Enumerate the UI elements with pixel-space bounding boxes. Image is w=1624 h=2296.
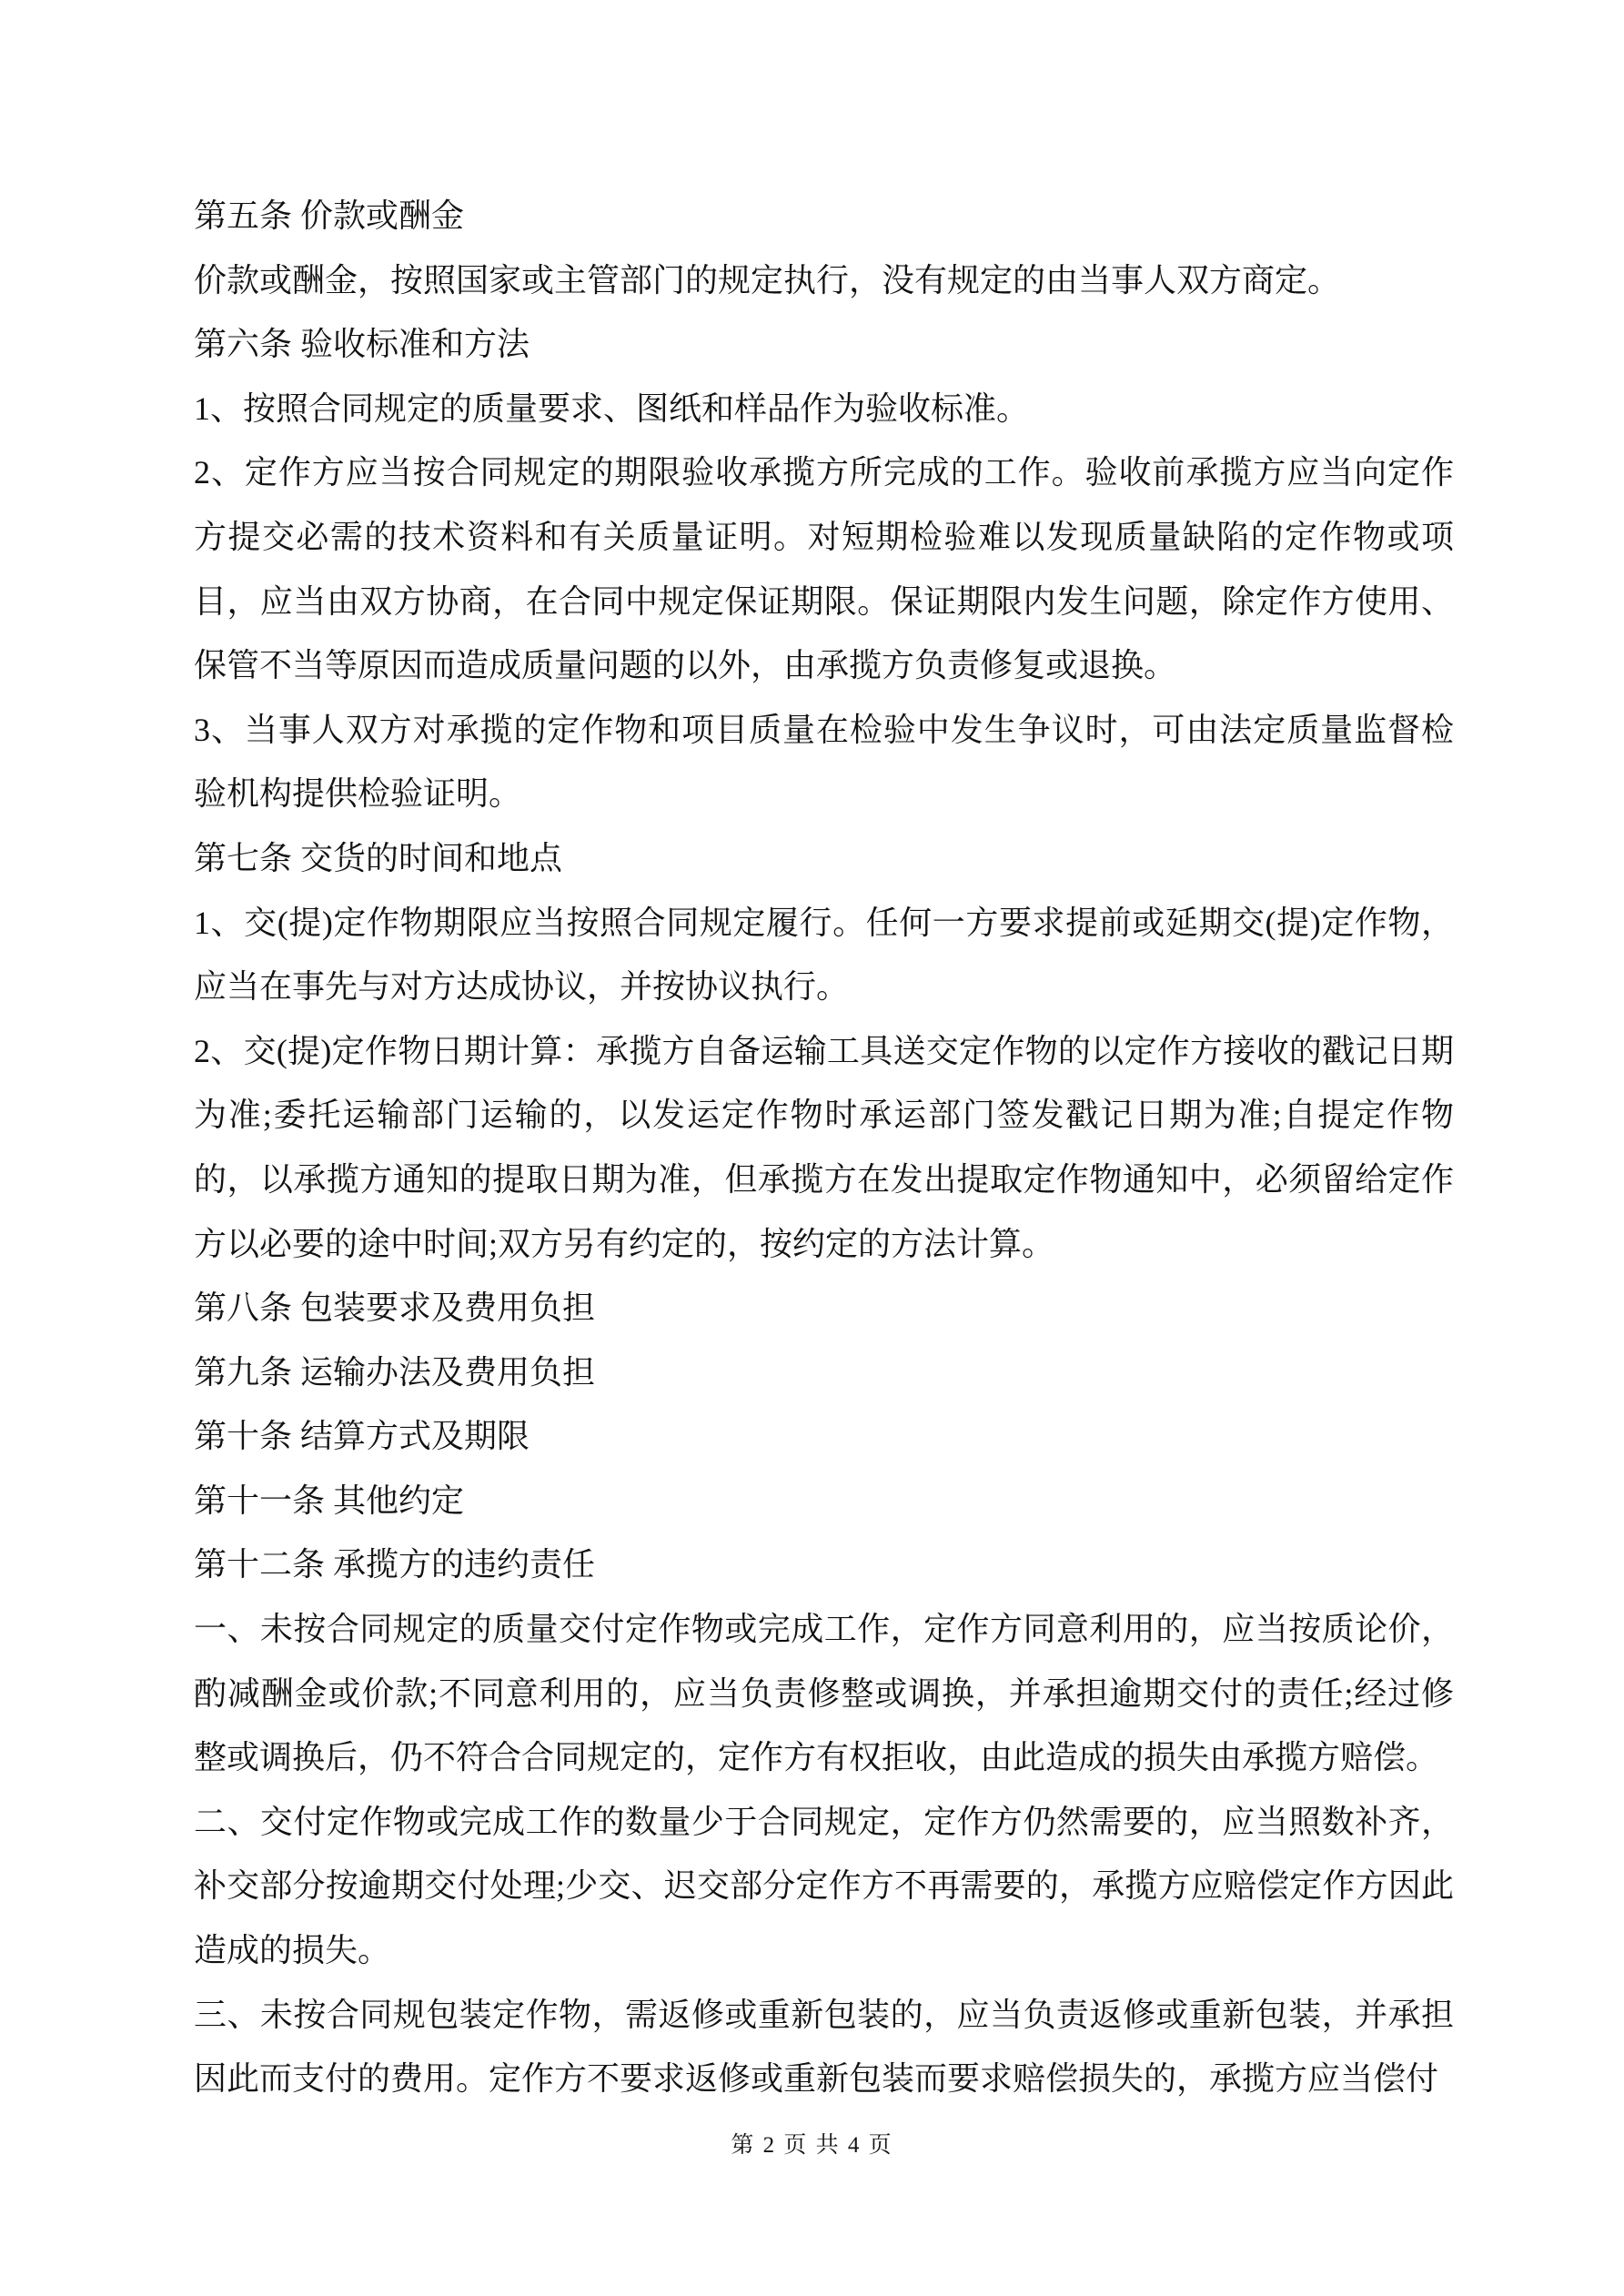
paragraph: 2、定作方应当按合同规定的期限验收承揽方所完成的工作。验收前承揽方应当向定作方提交必需的技术资料和有关质量证明。对短期检验难以发现质量缺陷的定作物或项目，应当由双方协商，在合同中规定保证期限。保证期限内发生问题，除定作方使用、保管不当等原因而造成质量问题的以外，由承揽方负责修复或退换。	[194, 454, 1454, 684]
clause-heading: 第九条 运输办法及费用负担	[194, 1353, 596, 1391]
clause-heading: 第八条 包装要求及费用负担	[194, 1290, 596, 1327]
paragraph: 二、交付定作物或完成工作的数量少于合同规定，定作方仍然需要的，应当照数补齐，补交部分按逾期交付处理;少交、迟交部分定作方不再需要的，承揽方应赔偿定作方因此造成的损失。	[194, 1803, 1454, 1969]
paragraph: 1、按照合同规定的质量要求、图纸和样品作为验收标准。	[194, 389, 1030, 427]
document-body	[194, 184, 1454, 2111]
page-number-footer: 第 2 页 共 4 页	[731, 2133, 893, 2158]
clause-heading: 第十二条 承揽方的违约责任	[194, 1546, 596, 1583]
clause-heading: 第六条 验收标准和方法	[194, 326, 530, 363]
paragraph: 一、未按合同规定的质量交付定作物或完成工作，定作方同意利用的，应当按质论价，酌减酬金或价款;不同意利用的，应当负责修整或调换，并承担逾期交付的责任;经过修整或调换后，仍不符合合同规定的，定作方有权拒收，由此造成的损失由承揽方赔偿。	[194, 1611, 1454, 1776]
clause-heading: 第十一条 其他约定	[194, 1482, 465, 1519]
paragraph: 1、交(提)定作物期限应当按照合同规定履行。任何一方要求提前或延期交(提)定作物，应当在事先与对方达成协议，并按协议执行。	[194, 904, 1454, 1006]
paragraph: 三、未按合同规包装定作物，需返修或重新包装的，应当负责返修或重新包装，并承担因此而支付的费用。定作方不要求返修或重新包装而要求赔偿损失的，承揽方应当偿付	[194, 1996, 1454, 2098]
paragraph: 3、当事人双方对承揽的定作物和项目质量在检验中发生争议时，可由法定质量监督检验机构提供检验证明。	[194, 711, 1454, 813]
clause-heading: 第七条 交货的时间和地点	[194, 839, 563, 876]
paragraph: 价款或酬金，按照国家或主管部门的规定执行，没有规定的由当事人双方商定。	[194, 261, 1341, 298]
paragraph: 2、交(提)定作物日期计算：承揽方自备运输工具送交定作物的以定作方接收的戳记日期为准;委托运输部门运输的，以发运定作物时承运部门签发戳记日期为准;自提定作物的，以承揽方通知的提取日期为准，但承揽方在发出提取定作物通知中，必须留给定作方以必要的途中时间;双方另有约定的，按约定的方法计算。	[194, 1032, 1454, 1262]
clause-heading: 第五条 价款或酬金	[194, 197, 465, 234]
clause-heading: 第十条 结算方式及期限	[194, 1418, 530, 1455]
